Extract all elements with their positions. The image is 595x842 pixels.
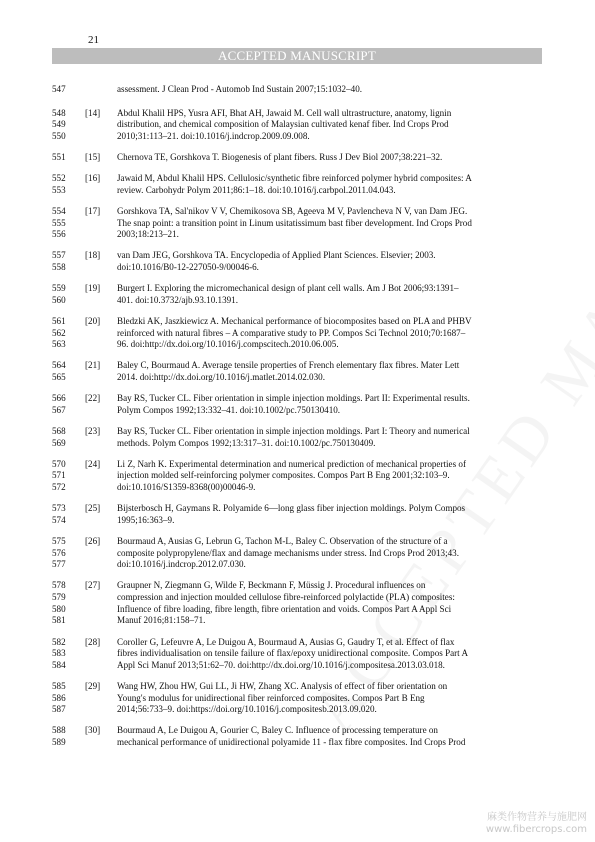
line-number: 561 — [52, 315, 66, 326]
reference-line: Abdul Khalil HPS, Yusra AFI, Bhat AH, Jawaid M. Cell wall ultrastructure, anatomy, lignin — [117, 107, 452, 118]
reference-line: composite polypropylene/flax and damage mechanisms under stress. Ind Crops Prod 2013;43. — [117, 547, 459, 558]
reference-line: van Dam JEG, Gorshkova TA. Encyclopedia of Applied Plant Sciences. Elsevier; 2003. — [117, 250, 436, 261]
reference-label: [18] — [85, 250, 101, 261]
line-number: 554 — [52, 205, 66, 216]
reference-line: Wang HW, Zhou HW, Gui LL, Ji HW, Zhang XC. Analysis of effect of fiber orientation on — [117, 680, 448, 691]
reference-line: 2010;31:113–21. doi:10.1016/j.indcrop.2009.09.008. — [117, 131, 310, 142]
line-number: 580 — [52, 603, 66, 614]
line-numbers — [52, 152, 72, 164]
line-numbers — [52, 250, 72, 273]
line-numbers — [52, 84, 72, 96]
line-number: 562 — [52, 327, 66, 338]
reference-line: methods. Polym Compos 1992;13:317–31. doi:10.1002/pc.750130409. — [117, 437, 376, 448]
line-numbers — [52, 426, 72, 449]
line-number: 563 — [52, 339, 66, 350]
reference-entry — [0, 173, 595, 196]
reference-line: Baley C, Bourmaud A. Average tensile properties of French elementary flax fibres. Mater Lett — [117, 360, 460, 371]
reference-line: 401. doi:10.3732/ajb.93.10.1391. — [117, 294, 238, 305]
reference-line: compression and injection moulded cellulose fibre-reinforced polylactide (PLA) composites: — [117, 592, 455, 603]
reference-text — [117, 503, 517, 526]
reference-line: doi:10.1016/S1359-8368(00)00046-9. — [117, 482, 256, 493]
reference-label: [22] — [85, 393, 101, 404]
line-number: 584 — [52, 659, 66, 670]
line-number: 566 — [52, 393, 66, 404]
reference-text — [117, 283, 517, 306]
reference-line: Li Z, Narh K. Experimental determination and numerical prediction of mechanical properties of — [117, 458, 466, 469]
reference-label: [14] — [85, 107, 101, 118]
reference-line: Polym Compos 1992;13:332–41. doi:10.1002/pc.750130410. — [117, 404, 341, 415]
line-number: 578 — [52, 580, 66, 591]
reference-entry — [0, 426, 595, 449]
reference-text — [117, 580, 517, 627]
reference-line: Gorshkova TA, Sal'nikov V V, Chemikosova SB, Ageeva M V, Pavlencheva N V, van Dam JEG. — [117, 205, 468, 216]
line-number: 551 — [52, 152, 66, 163]
line-numbers — [52, 316, 72, 351]
reference-line: Bourmaud A, Le Duigou A, Gourier C, Baley C. Influence of processing temperature on — [117, 725, 438, 736]
reference-text — [117, 108, 517, 143]
line-numbers — [52, 725, 72, 748]
line-numbers — [52, 108, 72, 143]
reference-label: [20] — [85, 315, 101, 326]
line-number: 574 — [52, 514, 66, 525]
reference-line: 2014. doi:http://dx.doi.org/10.1016/j.matlet.2014.02.030. — [117, 372, 325, 383]
reference-line: The snap point: a transition point in Linum usitatissimum bast fiber development. Ind Crops Prod — [117, 217, 472, 228]
reference-entry — [0, 393, 595, 416]
line-number: 564 — [52, 360, 66, 371]
site-watermark-chinese: 麻类作物营养与施肥网 — [487, 812, 587, 823]
line-number: 582 — [52, 636, 66, 647]
line-number: 576 — [52, 547, 66, 558]
line-number: 588 — [52, 725, 66, 736]
line-number: 583 — [52, 648, 66, 659]
reference-line: Bledzki AK, Jaszkiewicz A. Mechanical performance of biocomposites based on PLA and PHBV — [117, 315, 472, 326]
line-number: 572 — [52, 482, 66, 493]
line-numbers — [52, 580, 72, 627]
reference-entry — [0, 459, 595, 494]
reference-text — [117, 152, 517, 164]
reference-entry — [0, 725, 595, 748]
reference-text — [117, 459, 517, 494]
reference-text — [117, 637, 517, 672]
reference-line: assessment. J Clean Prod - Automob Ind Sustain 2007;15:1032–40. — [117, 84, 363, 94]
reference-text — [117, 725, 517, 748]
reference-label: [19] — [85, 283, 101, 294]
site-watermark-url: www.fibercrops.com — [485, 824, 587, 835]
line-number: 549 — [52, 119, 66, 130]
reference-line: mechanical performance of unidirectional polyamide 11 - flax fibre composites. Ind Crops Prod — [117, 737, 466, 748]
reference-line: Influence of fibre loading, fibre length, fibre orientation and voids. Compos Part A Appl Sci — [117, 603, 452, 614]
line-number: 547 — [52, 84, 66, 94]
line-number: 568 — [52, 425, 66, 436]
reference-text — [117, 681, 517, 716]
reference-line: review. Carbohydr Polym 2011;86:1–18. doi:10.1016/j.carbpol.2011.04.043. — [117, 184, 396, 195]
reference-label: [26] — [85, 535, 101, 546]
line-number: 570 — [52, 458, 66, 469]
page-number: 21 — [88, 34, 99, 46]
reference-text — [117, 393, 517, 416]
line-number: 569 — [52, 437, 66, 448]
line-numbers — [52, 393, 72, 416]
line-numbers — [52, 503, 72, 526]
reference-text — [117, 250, 517, 273]
reference-text — [117, 316, 517, 351]
reference-entry — [0, 84, 595, 96]
line-number: 585 — [52, 680, 66, 691]
reference-text — [117, 173, 517, 196]
reference-label: [25] — [85, 503, 101, 514]
line-numbers — [52, 283, 72, 306]
reference-line: Chernova TE, Gorshkova T. Biogenesis of plant fibers. Russ J Dev Biol 2007;38:221–32. — [117, 152, 443, 163]
reference-line: injection molded self-reinforcing polymer composites. Compos Part B Eng 2001;32:103–9. — [117, 470, 450, 481]
line-number: 556 — [52, 229, 66, 240]
line-number: 558 — [52, 262, 66, 273]
reference-line: Bourmaud A, Ausias G, Lebrun G, Tachon M-L, Baley C. Observation of the structure of a — [117, 535, 448, 546]
reference-text — [117, 206, 517, 241]
reference-text — [117, 426, 517, 449]
line-numbers — [52, 536, 72, 571]
reference-line: 1995;16:363–9. — [117, 514, 175, 525]
reference-text — [117, 536, 517, 571]
reference-entry — [0, 360, 595, 383]
reference-line: Bay RS, Tucker CL. Fiber orientation in simple injection moldings. Part I: Theory and numerical — [117, 425, 470, 436]
line-number: 548 — [52, 107, 66, 118]
reference-line: doi:10.1016/B0-12-227050-9/00046-6. — [117, 262, 259, 273]
line-number: 587 — [52, 704, 66, 715]
reference-line: reinforced with natural fibres – A comparative study to PP. Compos Sci Technol 2010;70:1687– — [117, 327, 466, 338]
line-number: 557 — [52, 250, 66, 261]
reference-label: [15] — [85, 152, 101, 163]
reference-line: Burgert I. Exploring the micromechanical design of plant cell walls. Am J Bot 2006;93:1391– — [117, 283, 459, 294]
reference-entry — [0, 250, 595, 273]
reference-entry — [0, 536, 595, 571]
reference-line: 2003;18:213–21. — [117, 229, 179, 240]
reference-label: [27] — [85, 580, 101, 591]
reference-entry — [0, 206, 595, 241]
reference-line: Graupner N, Ziegmann G, Wilde F, Beckmann F, Müssig J. Procedural influences on — [117, 580, 426, 591]
line-number: 555 — [52, 217, 66, 228]
line-number: 560 — [52, 294, 66, 305]
reference-entry — [0, 637, 595, 672]
reference-line: Appl Sci Manuf 2013;51:62–70. doi:http://dx.doi.org/10.1016/j.compositesa.2013.03.018. — [117, 659, 445, 670]
reference-label: [24] — [85, 458, 101, 469]
accepted-manuscript-banner: ACCEPTED MANUSCRIPT — [52, 48, 542, 64]
reference-entry — [0, 580, 595, 627]
line-numbers — [52, 681, 72, 716]
reference-label: [23] — [85, 425, 101, 436]
reference-entry — [0, 681, 595, 716]
reference-line: doi:10.1016/j.indcrop.2012.07.030. — [117, 559, 246, 570]
site-watermark — [486, 812, 587, 836]
reference-label: [30] — [85, 725, 101, 736]
line-number: 559 — [52, 283, 66, 294]
line-numbers — [52, 459, 72, 494]
reference-line: Jawaid M, Abdul Khalil HPS. Cellulosic/synthetic fibre reinforced polymer hybrid composites: A — [117, 173, 472, 184]
line-number: 565 — [52, 372, 66, 383]
line-number: 586 — [52, 692, 66, 703]
line-number: 581 — [52, 615, 66, 626]
reference-label: [17] — [85, 205, 101, 216]
reference-label: [16] — [85, 173, 101, 184]
line-number: 553 — [52, 184, 66, 195]
reference-line: Bijsterbosch H, Gaymans R. Polyamide 6—long glass fiber injection moldings. Polym Compos — [117, 503, 466, 514]
line-number: 577 — [52, 559, 66, 570]
reference-entry — [0, 152, 595, 164]
line-number: 567 — [52, 404, 66, 415]
line-numbers — [52, 173, 72, 196]
reference-list — [0, 84, 595, 758]
line-number: 589 — [52, 737, 66, 748]
line-number: 575 — [52, 535, 66, 546]
line-number: 573 — [52, 503, 66, 514]
reference-label: [29] — [85, 680, 101, 691]
reference-entry — [0, 503, 595, 526]
line-number: 571 — [52, 470, 66, 481]
reference-text — [117, 360, 517, 383]
reference-line: 2014;56:733–9. doi:https://doi.org/10.1016/j.compositesb.2013.09.020. — [117, 704, 377, 715]
reference-line: Young's modulus for unidirectional fiber reinforced composites. Compos Part B Eng — [117, 692, 425, 703]
line-numbers — [52, 360, 72, 383]
line-number: 552 — [52, 173, 66, 184]
reference-line: 96. doi:http://dx.doi.org/10.1016/j.compscitech.2010.06.005. — [117, 339, 339, 350]
line-numbers — [52, 206, 72, 241]
reference-entry — [0, 316, 595, 351]
reference-label: [21] — [85, 360, 101, 371]
reference-text — [117, 84, 517, 96]
reference-label: [28] — [85, 636, 101, 647]
reference-line: Bay RS, Tucker CL. Fiber orientation in simple injection moldings. Part II: Experimental results. — [117, 393, 470, 404]
reference-entry — [0, 283, 595, 306]
reference-line: fibres individualisation on tensile failure of flax/epoxy unidirectional composite. Compos Part A — [117, 648, 469, 659]
reference-line: Coroller G, Lefeuvre A, Le Duigou A, Bourmaud A, Ausias G, Gaudry T, et al. Effect of flax — [117, 636, 455, 647]
line-number: 579 — [52, 592, 66, 603]
reference-line: Manuf 2016;81:158–71. — [117, 615, 206, 626]
line-numbers — [52, 637, 72, 672]
reference-line: distribution, and chemical composition of Malaysian cultivated kenaf fiber. Ind Crops Prod — [117, 119, 449, 130]
line-number: 550 — [52, 131, 66, 142]
reference-entry — [0, 108, 595, 143]
